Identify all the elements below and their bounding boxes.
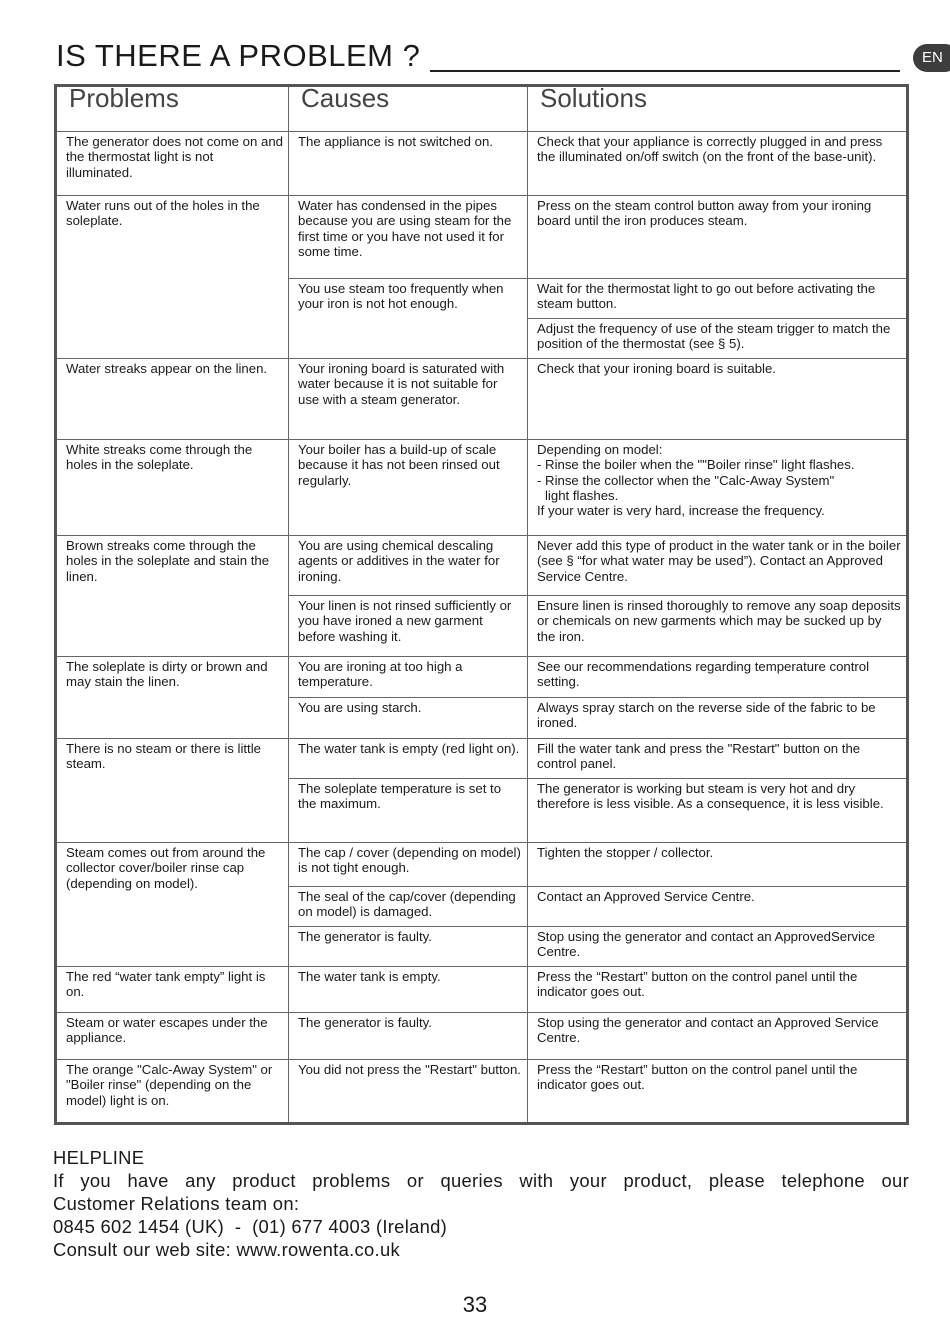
solution-cell: Adjust the frequency of use of the steam trigger to match the position of the thermostat (see § 5). [528,319,908,359]
problem-cell: Water runs out of the holes in the soleplate. [56,196,289,359]
table-row [56,359,908,440]
problem-cell: There is no steam or there is little steam. [56,739,289,843]
helpline-section [53,1146,909,1261]
solution-cell: See our recommendations regarding temperature control setting. [528,657,908,698]
solution-cell: Stop using the generator and contact an ApprovedService Centre. [528,927,908,967]
helpline-heading: HELPLINE [53,1147,145,1168]
problem-cell: Steam or water escapes under the appliance. [56,1013,289,1060]
cause-cell: You are using starch. [289,698,528,739]
solution-line: If your water is very hard, increase the frequency. [537,503,825,519]
cause-cell: You did not press the "Restart" button. [289,1060,528,1124]
solution-cell: Check that your appliance is correctly plugged in and press the illuminated on/off switch (on the front of the base-unit). [528,132,908,196]
problem-cell: White streaks come through the holes in the soleplate. [56,440,289,536]
cause-cell: You are using chemical descaling agents or additives in the water for ironing. [289,536,528,596]
table-row [56,440,908,536]
solution-cell: Ensure linen is rinsed thoroughly to remove any soap deposits or chemicals on new garments which may be sucked up by the iron. [528,596,908,657]
header-causes: Causes [289,86,528,132]
solution-cell: Press the “Restart” button on the control panel until the indicator goes out. [528,967,908,1013]
problem-cell: The red “water tank empty” light is on. [56,967,289,1013]
solution-cell: Press the “Restart” button on the control panel until the indicator goes out. [528,1060,908,1124]
solution-line: light flashes. [545,487,619,503]
problem-cell: Steam comes out from around the collector cover/boiler rinse cap (depending on model). [56,843,289,967]
cause-cell: The soleplate temperature is set to the maximum. [289,779,528,843]
solution-cell: Check that your ironing board is suitable. [528,359,908,440]
helpline-text: If you have any product problems or queries with your product, please telephone our [53,1170,909,1191]
cause-cell: The water tank is empty. [289,967,528,1013]
cause-cell: You use steam too frequently when your iron is not hot enough. [289,279,528,359]
table-header-row [56,86,908,132]
cause-cell: The generator is faulty. [289,927,528,967]
table-row [56,1013,908,1060]
solution-cell: Contact an Approved Service Centre. [528,887,908,927]
table-row [56,657,908,698]
cause-cell: The water tank is empty (red light on). [289,739,528,779]
solution-line: - Rinse the boiler when the ""Boiler rinse" light flashes. [537,457,855,473]
cause-cell: The appliance is not switched on. [289,132,528,196]
language-badge: EN [913,44,950,72]
solution-line: - Rinse the collector when the "Calc-Away System" [537,472,835,488]
solution-cell: Press on the steam control button away from your ironing board until the iron produces steam. [528,196,908,279]
cause-cell: You are ironing at too high a temperature. [289,657,528,698]
solution-cell: Stop using the generator and contact an Approved Service Centre. [528,1013,908,1060]
solution-cell: Always spray starch on the reverse side of the fabric to be ironed. [528,698,908,739]
solution-line: Depending on model: [537,442,663,457]
solution-cell: Fill the water tank and press the "Restart" button on the control panel. [528,739,908,779]
cause-cell: Your ironing board is saturated with water because it is not suitable for use with a steam generator. [289,359,528,440]
table-row [56,536,908,596]
cause-cell: The generator is faulty. [289,1013,528,1060]
problem-cell: The orange "Calc-Away System" or "Boiler rinse" (depending on the model) light is on. [56,1060,289,1124]
solution-cell: The generator is working but steam is very hot and dry therefore is less visible. As a consequence, it is less visible. [528,779,908,843]
problem-cell: The soleplate is dirty or brown and may stain the linen. [56,657,289,739]
header-problems: Problems [56,86,289,132]
helpline-website: Consult our web site: www.rowenta.co.uk [53,1239,400,1260]
cause-cell: The cap / cover (depending on model) is not tight enough. [289,843,528,887]
troubleshooting-table [54,84,909,1125]
table-row [56,967,908,1013]
table-row [56,843,908,887]
solution-cell [528,440,908,536]
cause-cell: Water has condensed in the pipes because you are using steam for the first time or you have not used it for some time. [289,196,528,279]
problem-cell: Water streaks appear on the linen. [56,359,289,440]
table-row [56,196,908,279]
problem-cell: The generator does not come on and the thermostat light is not illuminated. [56,132,289,196]
title-underline [430,70,900,72]
page-title: IS THERE A PROBLEM ? [56,38,421,73]
table-row [56,739,908,779]
cause-cell: Your boiler has a build-up of scale because it has not been rinsed out regularly. [289,440,528,536]
helpline-text: Customer Relations team on: [53,1193,300,1214]
table-row [56,132,908,196]
cause-cell: The seal of the cap/cover (depending on model) is damaged. [289,887,528,927]
solution-cell: Wait for the thermostat light to go out before activating the steam button. [528,279,908,319]
helpline-phones: 0845 602 1454 (UK) - (01) 677 4003 (Ireland) [53,1216,448,1237]
solution-cell: Never add this type of product in the water tank or in the boiler (see § “for what water may be used”). Contact an Approved Service Centre. [528,536,908,596]
cause-cell: Your linen is not rinsed sufficiently or you have ironed a new garment before washing it. [289,596,528,657]
problem-cell: Brown streaks come through the holes in the soleplate and stain the linen. [56,536,289,657]
header-solutions: Solutions [528,86,908,132]
table-row [56,1060,908,1124]
page-number: 33 [462,1292,488,1317]
solution-cell: Tighten the stopper / collector. [528,843,908,887]
